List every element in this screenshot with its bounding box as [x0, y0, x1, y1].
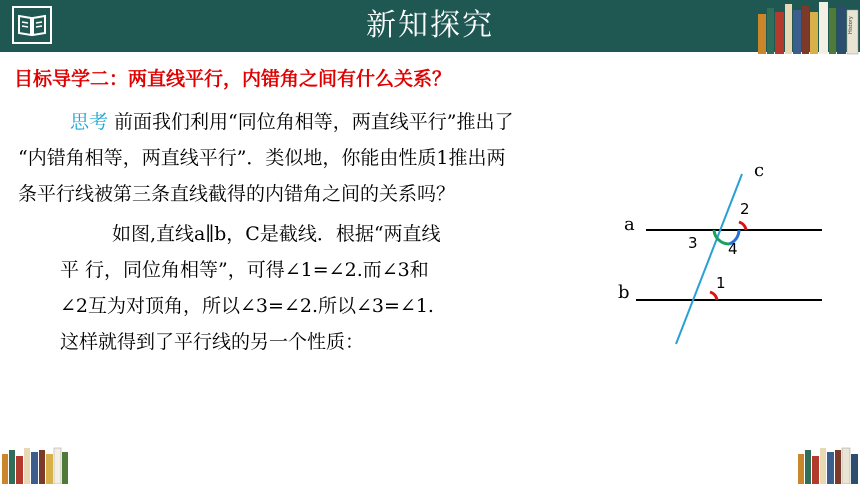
angle-4-label: 4: [728, 240, 738, 258]
think-line-3: 条平行线被第三条直线截得的内错角之间的关系吗？: [18, 183, 456, 205]
think-paragraph: [18, 104, 698, 212]
bookshelf-icon: [756, 0, 860, 56]
angle-1-arc: [710, 292, 717, 300]
label-c: c: [754, 160, 765, 181]
think-label: 思考: [70, 111, 109, 133]
proof-paragraph: [60, 216, 590, 360]
page-title: 新知探究: [366, 8, 494, 43]
think-line-1-text: 前面我们利用“同位角相等，两直线平行”推出了: [108, 111, 514, 133]
bookshelf-bottom-right-icon: [796, 446, 860, 484]
book-spine-label: History: [848, 16, 854, 34]
label-b: b: [618, 282, 630, 303]
label-a: a: [624, 214, 635, 235]
think-line-2: “内错角相等，两直线平行”．类似地，你能由性质1推出两: [18, 147, 506, 169]
bookshelf-bottom-left-icon: [0, 446, 70, 484]
proof-line-2: 平 行，同位角相等”，可得∠1=∠2.而∠3和: [60, 259, 429, 281]
line-c: [676, 174, 742, 344]
angle-3-label: 3: [688, 234, 698, 252]
proof-line-4: 这样就得到了平行线的另一个性质：: [60, 331, 365, 353]
angle-1-label: 1: [716, 274, 726, 292]
angle-2-label: 2: [740, 200, 750, 218]
proof-line-1: 如图,直线a∥b，C是截线．根据“两直线: [112, 223, 441, 245]
header-bar: [0, 0, 860, 52]
section-heading: 目标导学二：两直线平行，内错角之间有什么关系？: [14, 68, 452, 90]
parallel-lines-figure: [600, 150, 840, 360]
angle-2-arc: [739, 222, 746, 230]
proof-line-3: ∠2互为对顶角，所以∠3=∠2.所以∠3=∠1.: [60, 295, 434, 317]
think-line-1: [18, 104, 698, 140]
